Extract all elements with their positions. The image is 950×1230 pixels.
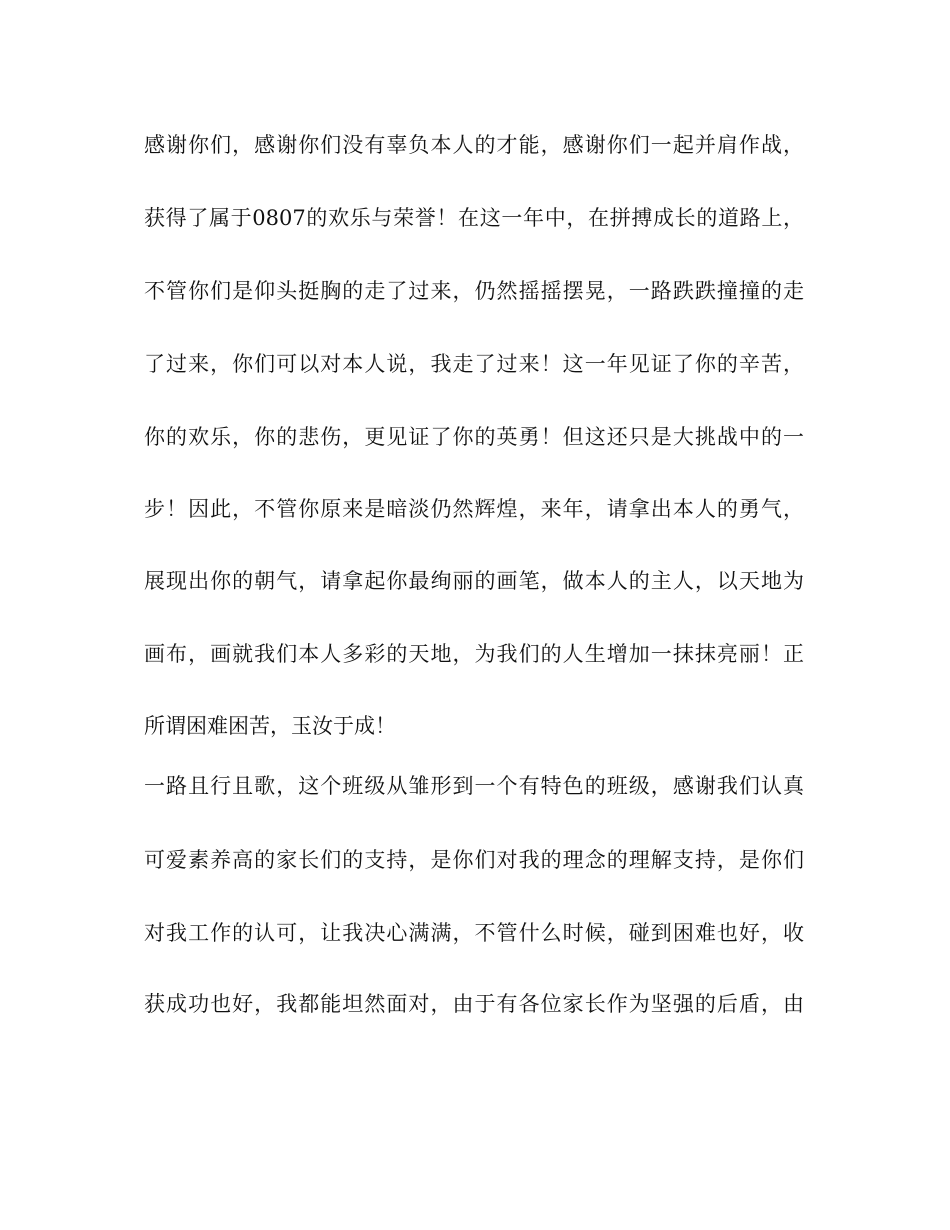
text-line-1: 感谢你们，感谢你们没有辜负本人的才能，感谢你们一起并肩作战， xyxy=(144,133,804,157)
text-line-13: 获成功也好，我都能坦然面对，由于有各位家长作为坚强的后盾，由 xyxy=(144,992,804,1016)
text-line-6: 步！因此，不管你原来是暗淡仍然辉煌，来年，请拿出本人的勇气， xyxy=(144,497,804,521)
text-line-7: 展现出你的朝气，请拿起你最绚丽的画笔，做本人的主人，以天地为 xyxy=(144,569,804,593)
text-line-8: 画布，画就我们本人多彩的天地，为我们的人生增加一抹抹亮丽！正 xyxy=(144,642,804,666)
text-line-10: 一路且行且歌，这个班级从雏形到一个有特色的班级，感谢我们认真 xyxy=(144,774,804,798)
text-line-9: 所谓困难困苦，玉汝于成！ xyxy=(144,714,396,738)
text-line-2: 获得了属于0807的欢乐与荣誉！在这一年中，在拼搏成长的道路上， xyxy=(144,206,804,230)
text-line-11: 可爱素养高的家长们的支持，是你们对我的理念的理解支持，是你们 xyxy=(144,848,804,872)
text-line-3: 不管你们是仰头挺胸的走了过来，仍然摇摇摆晃，一路跌跌撞撞的走 xyxy=(144,279,804,303)
text-line-4: 了过来，你们可以对本人说，我走了过来！这一年见证了你的辛苦， xyxy=(144,352,804,376)
text-line-12: 对我工作的认可，让我决心满满，不管什么时候，碰到困难也好，收 xyxy=(144,921,804,945)
text-line-5: 你的欢乐，你的悲伤，更见证了你的英勇！但这还只是大挑战中的一 xyxy=(144,425,804,449)
